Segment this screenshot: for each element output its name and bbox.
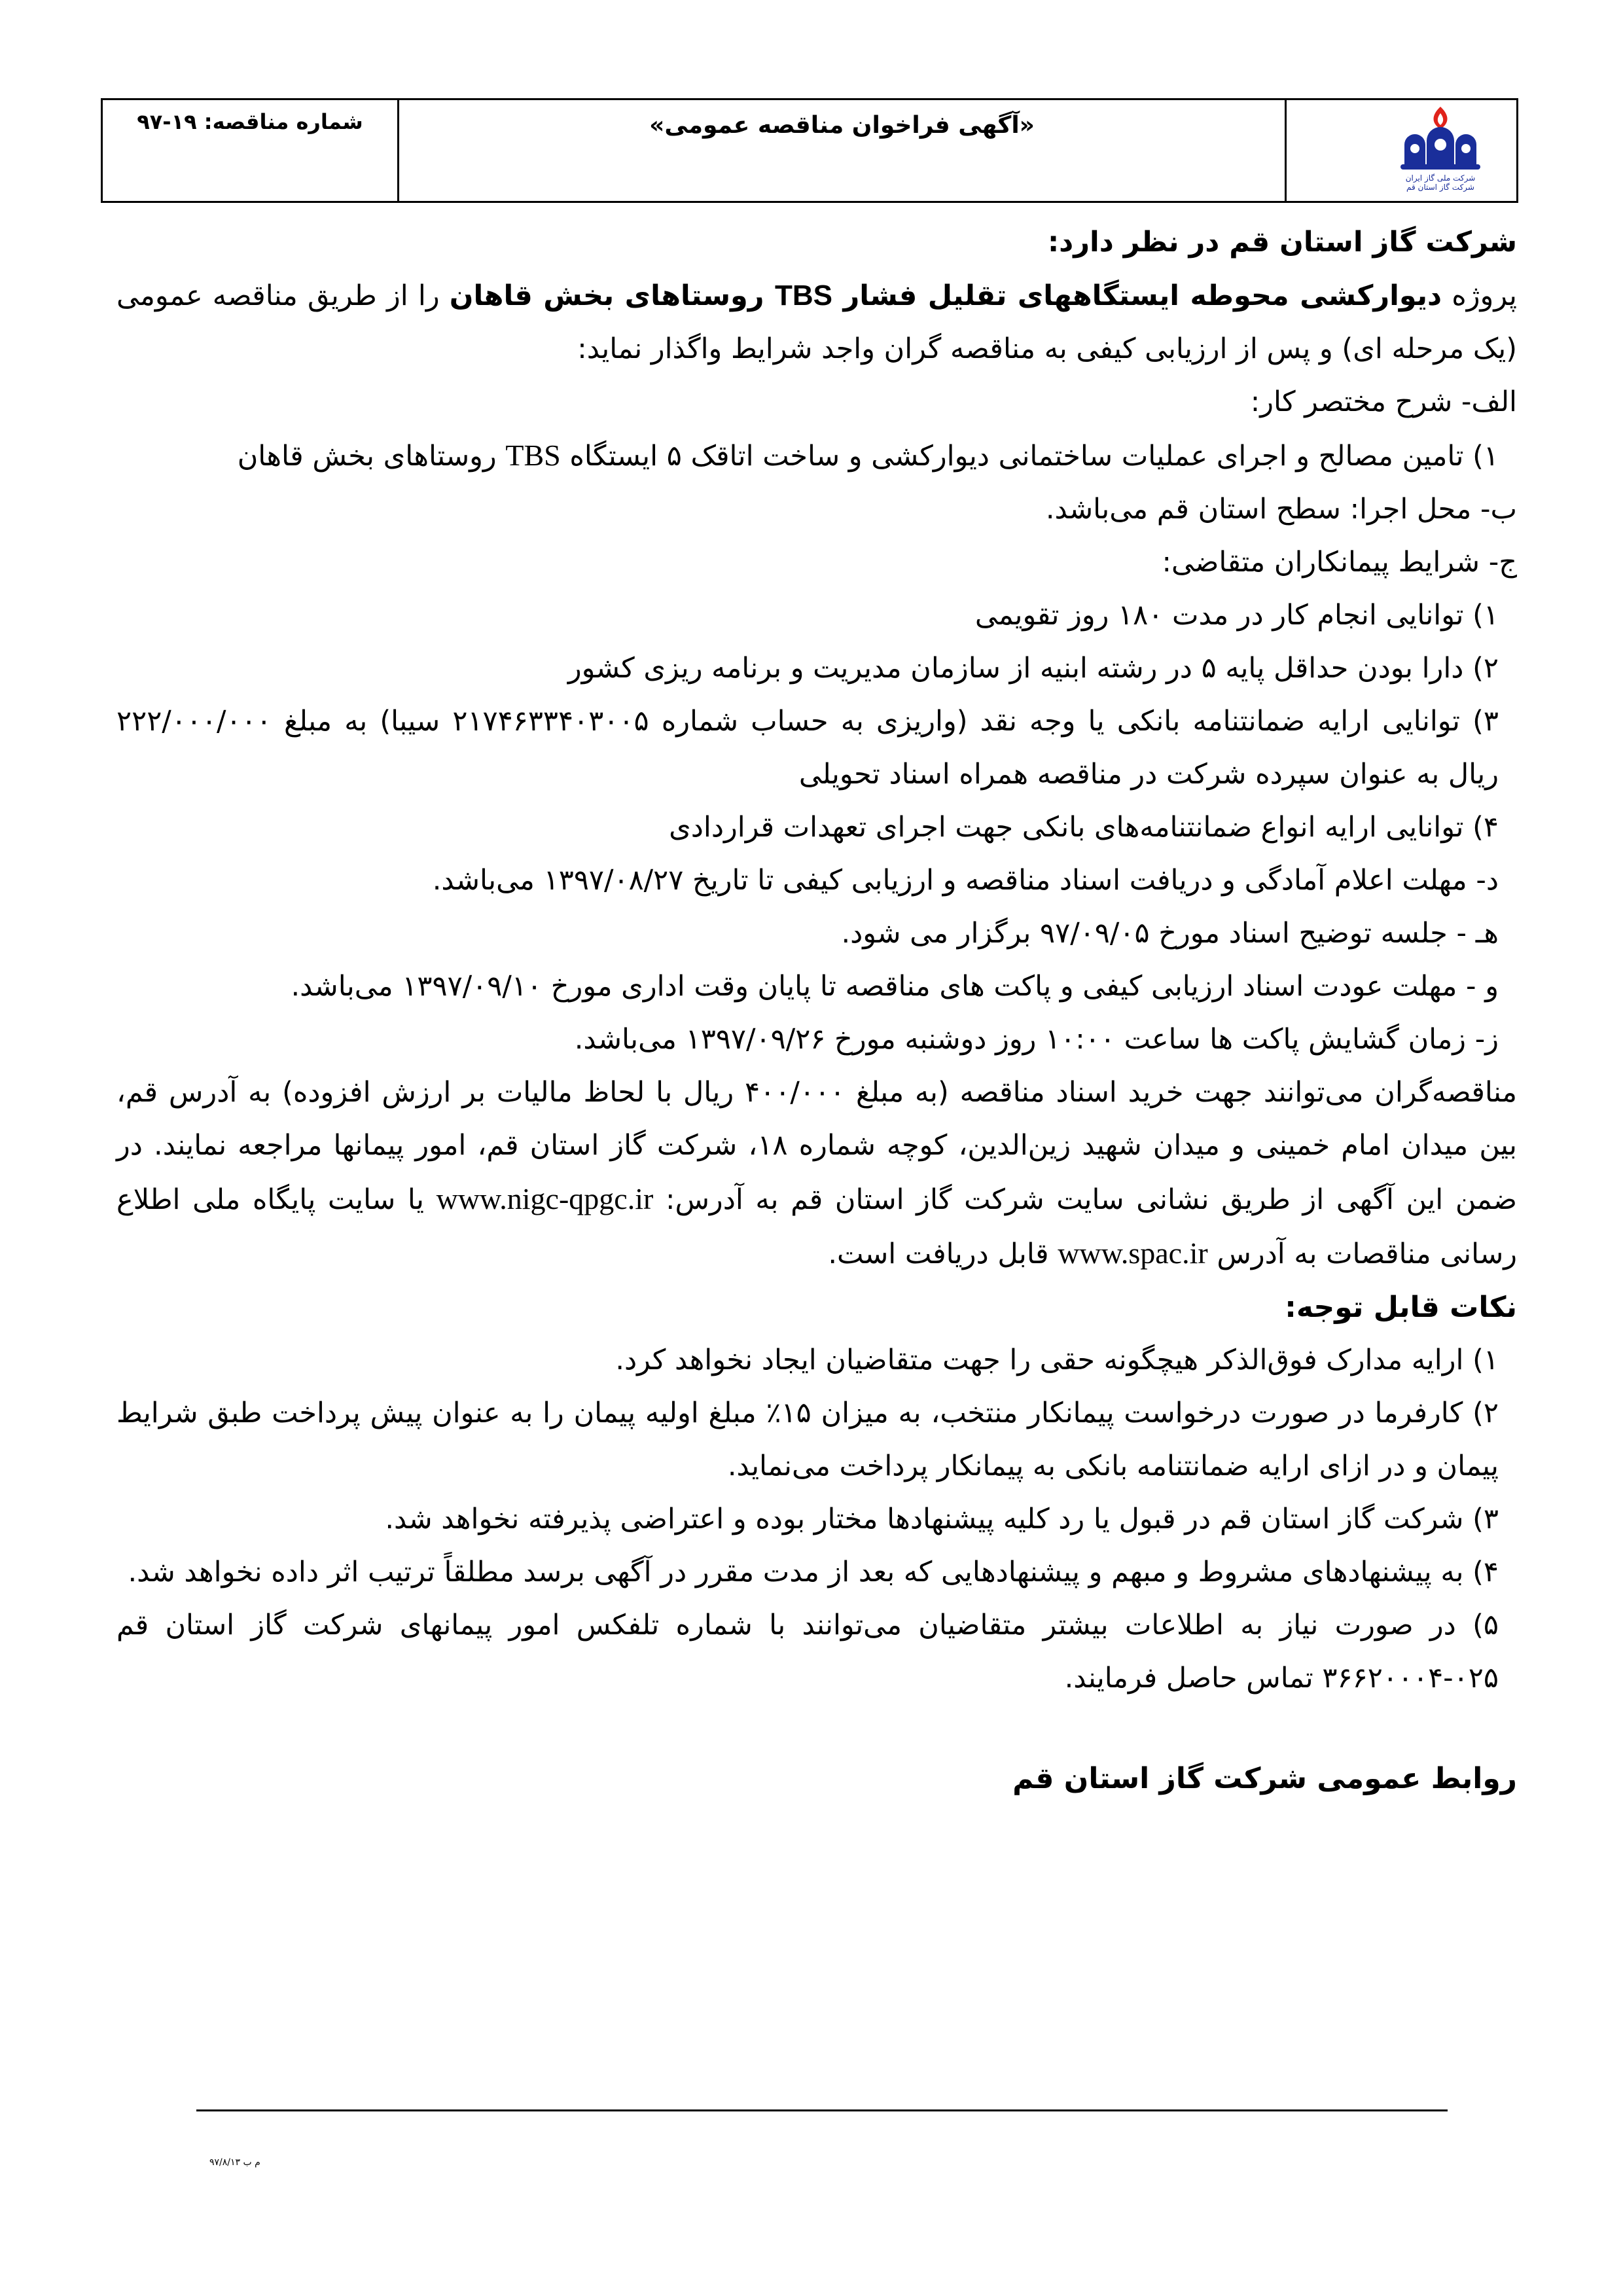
section-vav-line: و - مهلت عودت اسناد ارزیابی کیفی و پاکت های مناقصه تا پایان وقت اداری مورخ ۱۳۹۷/۰۹/۱۰ می‌باشد. [291,970,1499,1003]
logo-caption [1385,173,1496,192]
alef-item-1-tbs: TBS [505,439,561,472]
jim-item-4: ۴) توانایی ارایه انواع ضمانتنامه‌های بانکی جهت اجرای تعهدات قراردادی [669,811,1499,844]
alef-item-1-a: ۱) تامین مصالح و اجرای عملیات ساختمانی دیوارکشی و ساخت اتاقک ۵ ایستگاه [560,440,1499,473]
section-dal-line: د- مهلت اعلام آمادگی و دریافت اسناد مناقصه و ارزیابی کیفی تا تاریخ ۱۳۹۷/۰۸/۲۷ می‌باشد. [432,864,1499,897]
jim-item-3: ۳) توانایی ارایه ضمانتنامه بانکی یا وجه نقد (واریزی به حساب شماره ۲۱۷۴۶۳۳۴۰۳۰۰۵ سیبا) به مبلغ ۲۲۲/۰۰۰/۰۰۰ ریال به عنوان سپرده شرکت در مناقصه همراه اسناد تحویلی [116,705,1499,791]
tender-number: شماره مناقصه: ۱۹-۹۷ [137,109,363,134]
purchase-text-2: یا سایت پایگاه ملی اطلاع رسانی مناقصات به آدرس [116,1183,1517,1270]
website-link-nigc[interactable]: www.nigc-qpgc.ir [436,1182,654,1215]
section-be-line: ب- محل اجرا: سطح استان قم می‌باشد. [1045,493,1517,526]
jim-item-1: ۱) توانایی انجام کار در مدت ۱۸۰ روز تقویمی [974,599,1499,632]
note-5: ۵) در صورت نیاز به اطلاعات بیشتر متقاضیان می‌توانند با شماره تلفکس امور پیمانهای شرکت گاز استان قم ۰۲۵-۳۶۶۲۰۰۰۴ تماس حاصل فرمایند. [116,1609,1499,1695]
note-3: ۳) شرکت گاز استان قم در قبول یا رد کلیه پیشنهادها مختار بوده و اعتراضی پذیرفته نخواهد شد. [385,1503,1499,1535]
note-2: ۲) کارفرما در صورت درخواست پیمانکار منتخب، به میزان ۱۵٪ مبلغ اولیه پیمان را به عنوان پیش پرداخت طبق شرایط پیمان و در ازای ارایه ضمانتنامه بانکی به پیمانکار پرداخت می‌نماید. [116,1397,1499,1482]
intro-heading: شرکت گاز استان قم در نظر دارد: [1047,226,1517,259]
logo-cell [1285,100,1516,201]
project-tbs: TBS [775,279,832,312]
project-name-part2: روستاهای بخش قاهان [449,279,775,312]
footer-divider [196,2109,1448,2111]
section-jim-title: ج- شرایط پیمانکاران متقاضی: [1162,546,1517,579]
header-table [101,98,1518,203]
section-he-line: هـ - جلسه توضیح اسناد مورخ ۹۷/۰۹/۰۵ برگزار می شود. [841,917,1499,950]
nigc-logo-icon [1391,104,1489,176]
logo-caption-line2: شرکت گاز استان قم [1406,183,1474,192]
note-1: ۱) ارایه مدارک فوق‌الذکر هیچگونه حقی را جهت متقاضیان ایجاد نخواهد کرد. [615,1344,1499,1376]
closing-signature: روابط عمومی شرکت گاز استان قم [1012,1762,1517,1795]
section-ze-line: ز- زمان گشایش پاکت ها ساعت ۱۰:۰۰ روز دوشنبه مورخ ۱۳۹۷/۰۹/۲۶ می‌باشد. [574,1023,1499,1056]
alef-item-1-b: روستاهای بخش قاهان [237,440,506,473]
purchase-text-3: قابل دریافت است. [828,1238,1058,1270]
note-4: ۴) به پیشنهادهای مشروط و مبهم و پیشنهادهایی که بعد از مدت مقرر در آگهی برسد مطلقاً ترتیب اثر داده نخواهد شد. [128,1556,1499,1588]
notice-body [116,216,1517,1805]
project-suffix: را از طریق مناقصه عمومی (یک مرحله ای) و پس از ارزیابی کیفی به مناقصه گران واجد شرایط واگذار نماید: [116,279,1517,365]
project-prefix: پروژه [1442,279,1518,312]
footer-code: م ب ۹۷/۸/۱۳ [209,2157,260,2168]
notice-title: «آگهی فراخوان مناقصه عمومی» [397,100,1285,201]
purchase-paragraph [116,1066,1517,1281]
logo-caption-line1: شرکت ملی گاز ایران [1405,173,1476,183]
alef-item-1 [116,429,1517,483]
website-link-spac[interactable]: www.spac.ir [1058,1236,1208,1270]
purchase-text-1: مناقصه‌گران می‌توانند جهت خرید اسناد مناقصه (به مبلغ ۴۰۰/۰۰۰ ریال با لحاظ مالیات بر ارزش افزوده) به آدرس قم، بین میدان امام خمینی و میدان شهید زین‌الدین، کوچه شماره ۱۸، شرکت گاز استان قم، امور پیمانها مراجعه نمایند. در ضمن این آگهی از طریق نشانی سایت شرکت گاز استان قم به آدرس: [116,1076,1518,1216]
project-name-part1: دیوارکشی محوطه ایستگاههای تقلیل فشار [832,279,1442,312]
project-paragraph [116,269,1517,376]
section-alef-title: الف- شرح مختصر کار: [1250,386,1517,418]
notes-title: نکات قابل توجه: [1285,1291,1517,1324]
jim-item-2: ۲) دارا بودن حداقل پایه ۵ در رشته ابنیه از سازمان مدیریت و برنامه ریزی کشور [567,652,1499,685]
